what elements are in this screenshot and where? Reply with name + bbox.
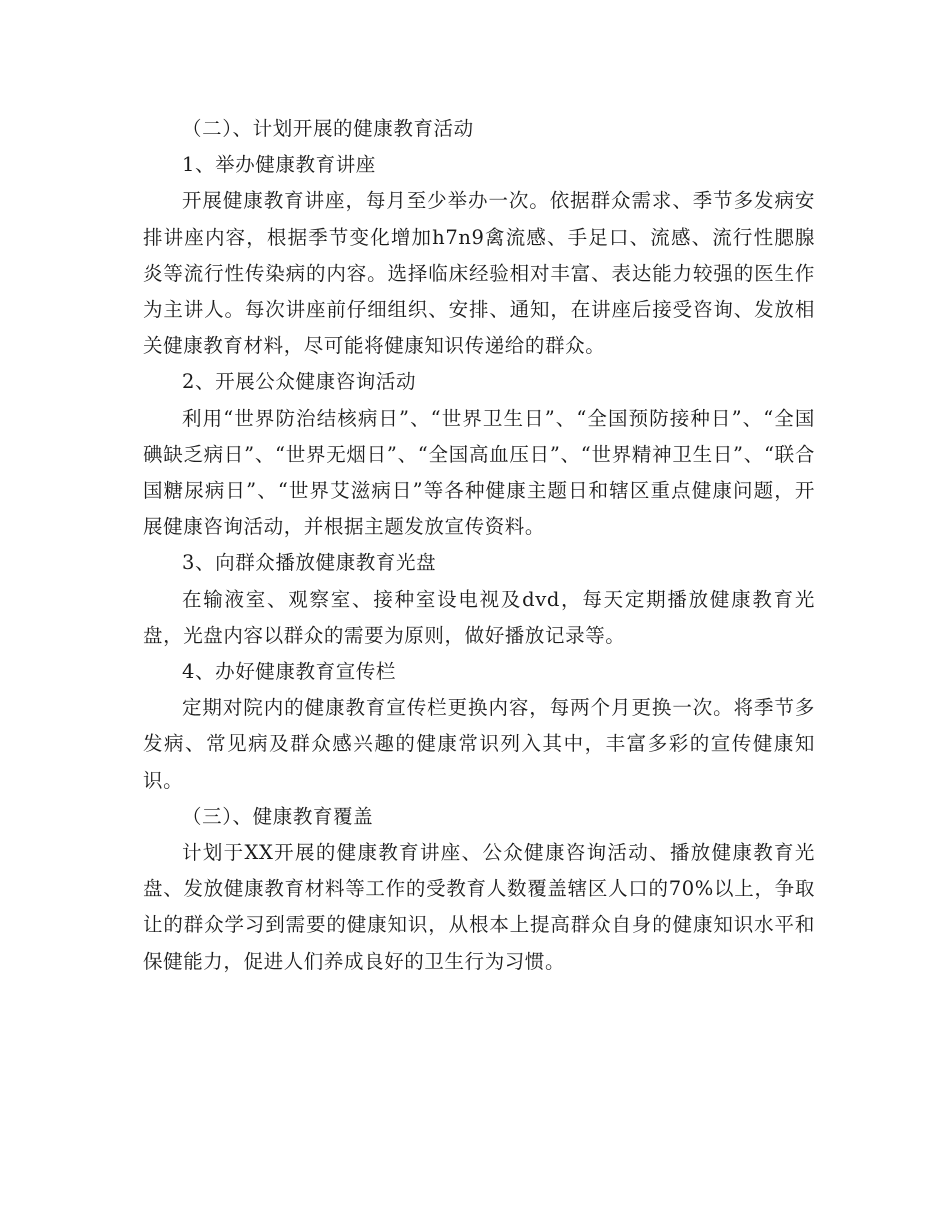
subheading-discs: 3、向群众播放健康教育光盘 [182, 551, 437, 575]
paragraph-coverage: 计划于XX开展的健康教育讲座、公众健康咨询活动、播放健康教育光盘、发放健康教育材料等工作的受教育人数覆盖辖区人口的70%以上，争取让的群众学习到需要的健康知识，从根本上提高群众自身的健康知识水平和保健能力，促进人们养成良好的卫生行为习惯。 [143, 841, 815, 973]
subheading-lectures: 1、举办健康教育讲座 [182, 153, 376, 177]
paragraph-lectures: 开展健康教育讲座，每月至少举办一次。依据群众需求、季节多发病安排讲座内容，根据季节变化增加h7n9禽流感、手足口、流感、流行性腮腺炎等流行性传染病的内容。选择临床经验相对丰富、表达能力较强的医生作为主讲人。每次讲座前仔细组织、安排、通知，在讲座后接受咨询、发放相关健康教育材料，尽可能将健康知识传递给的群众。 [143, 189, 815, 358]
subheading-bulletin: 4、办好健康教育宣传栏 [182, 660, 397, 684]
section-heading-coverage: （三）、健康教育覆盖 [182, 804, 374, 828]
section-heading-activities: （二）、计划开展的健康教育活动 [182, 117, 474, 140]
subheading-consultation: 2、开展公众健康咨询活动 [182, 370, 417, 394]
paragraph-discs: 在输液室、观察室、接种室设电视及dvd，每天定期播放健康教育光盘，光盘内容以群众的需要为原则，做好播放记录等。 [143, 587, 815, 647]
paragraph-bulletin: 定期对院内的健康教育宣传栏更换内容，每两个月更换一次。将季节多发病、常见病及群众感兴趣的健康常识列入其中，丰富多彩的宣传健康知识。 [143, 696, 815, 792]
paragraph-consultation: 利用“世界防治结核病日”、“世界卫生日”、“全国预防接种日”、“全国碘缺乏病日”、“世界无烟日”、“全国高血压日”、“世界精神卫生日”、“联合国糖尿病日”、“世界艾滋病日”等各种健康主题日和辖区重点健康问题，开展健康咨询活动，并根据主题发放宣传资料。 [143, 406, 815, 539]
document-body [143, 111, 815, 980]
